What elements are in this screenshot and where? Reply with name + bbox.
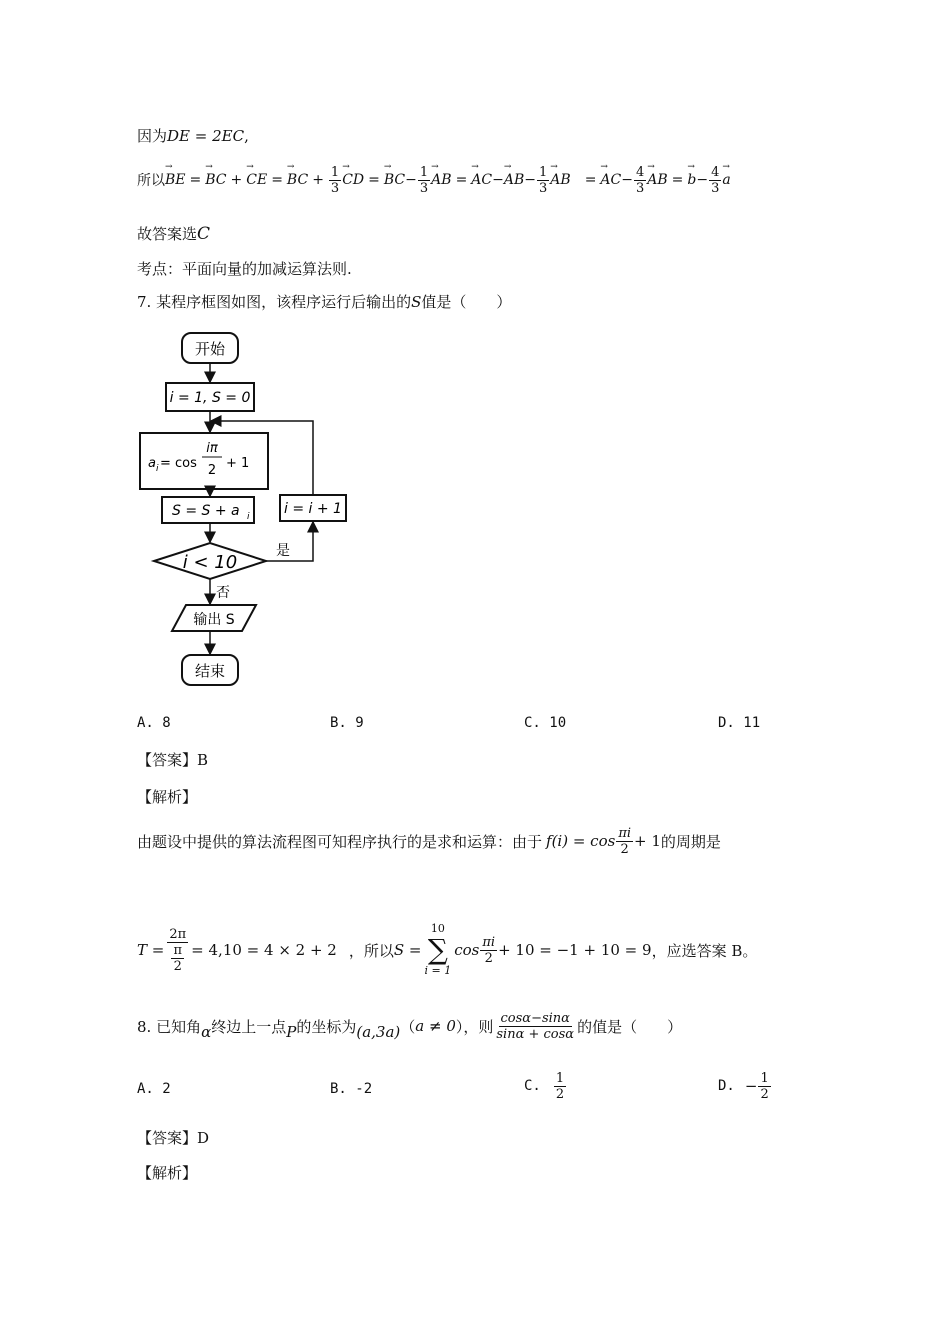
- eq-sign: =: [368, 172, 380, 188]
- q8-coord: (a,3a): [356, 1023, 401, 1041]
- q7-stem-pre: 7. 某程序框图如图，该程序运行后输出的: [137, 293, 412, 311]
- frac-den: 2: [555, 1086, 565, 1102]
- frac-num: 1: [760, 1070, 769, 1086]
- q8-ratio: [494, 1011, 576, 1042]
- q8-stem-mid2: 的坐标为: [296, 1017, 357, 1036]
- opt-c-label: C.: [524, 1078, 541, 1094]
- end-label: 结束: [194, 662, 226, 680]
- fraction-one-third: [418, 165, 430, 196]
- q7-option-d: D. 11: [718, 715, 761, 731]
- period-den-num: π: [173, 942, 183, 958]
- vector-derivation: [137, 160, 731, 200]
- q8-option-a: A. 2: [137, 1081, 171, 1097]
- assign-tail: + 1: [226, 456, 250, 471]
- frac-den: 3: [635, 180, 645, 196]
- minus-sign: −: [621, 172, 633, 188]
- summation: [425, 923, 452, 977]
- frac-den: 2: [620, 841, 629, 857]
- answer-choice-line: [137, 224, 210, 244]
- opt-c-fraction: [554, 1071, 566, 1102]
- analysis-fi: f(i) = cos: [546, 832, 616, 850]
- vec-bc: → BC: [205, 172, 226, 188]
- sigma-icon: ∑: [427, 933, 448, 966]
- yes-label: 是: [276, 543, 290, 559]
- vec-ab: → AB: [647, 172, 667, 188]
- q8-answer: 【答案】D: [137, 1129, 210, 1147]
- q7-option-b: B. 9: [330, 715, 364, 731]
- answer-choice-text: 故答案选: [137, 225, 198, 243]
- frac-den: 3: [539, 180, 548, 196]
- period-den: [169, 943, 186, 974]
- period-rest: = 4,10 = 4 × 2 + 2: [191, 941, 337, 959]
- answer-choice-var: C: [197, 224, 211, 244]
- ratio-num: cosα−sinα: [500, 1010, 570, 1026]
- vec-ab: → AB: [550, 172, 570, 188]
- vec-ab: → AB: [431, 172, 451, 188]
- analysis-plus-one: + 1: [634, 832, 661, 850]
- minus-sign: −: [696, 172, 709, 188]
- analysis-fraction: [616, 826, 633, 857]
- analysis-text-2: 的周期是: [660, 832, 721, 851]
- vec-bc: → BC: [287, 172, 308, 188]
- eq-sign: =: [671, 172, 684, 188]
- derivation-prefix: 所以: [137, 173, 165, 189]
- q8-option-b: B. -2: [330, 1081, 373, 1097]
- given-prefix: 因为: [137, 127, 168, 145]
- program-flowchart: [130, 325, 370, 695]
- assign-sub: i: [156, 464, 159, 474]
- given-equation: DE = 2EC: [167, 127, 245, 145]
- increment-label: i = i + 1: [284, 501, 342, 517]
- frac-den: 3: [419, 180, 429, 196]
- vec-ac: → AC: [471, 172, 492, 188]
- no-label: 否: [216, 585, 230, 601]
- sum-top: 10: [430, 922, 445, 935]
- frac-num: 1: [539, 164, 548, 180]
- vec-ce: → CE: [246, 172, 267, 188]
- question-8-stem: [137, 1004, 682, 1048]
- given-condition: [137, 126, 249, 146]
- frac-num: 1: [419, 164, 429, 180]
- frac-num: πi: [618, 825, 632, 841]
- fraction-one-third: [329, 165, 341, 196]
- sum-sub: i: [247, 512, 250, 522]
- q8-cond-open: （: [400, 1017, 416, 1036]
- assign-frac-den: 2: [207, 463, 217, 478]
- so-s: S =: [393, 941, 422, 959]
- period-den-den: 2: [173, 958, 182, 974]
- analysis-text-1: 由题设中提供的算法流程图可知程序执行的是求和运算：由于: [137, 832, 543, 851]
- vec-ab: → AB: [504, 172, 524, 188]
- q7-answer: 【答案】B: [137, 751, 209, 769]
- vec-bc: → BC: [384, 172, 405, 188]
- ratio-den: sinα + cosα: [496, 1026, 575, 1042]
- frac-den: 3: [330, 180, 340, 196]
- minus-sign: −: [524, 172, 536, 188]
- sum-label: S = S + a: [172, 503, 240, 519]
- plus-sign: +: [312, 172, 324, 188]
- fraction-one-third: [537, 165, 549, 196]
- q8-option-d: [718, 1064, 772, 1108]
- assign-lhs: a: [148, 456, 156, 471]
- sum-rest: + 10 = −1 + 10 = 9: [498, 941, 652, 959]
- vec-a: → a: [722, 172, 730, 188]
- opt-d-fraction: [758, 1071, 770, 1102]
- plus-sign: +: [230, 172, 243, 188]
- frac-den: 3: [711, 180, 720, 196]
- condition-label: i < 10: [182, 552, 238, 573]
- frac-num: 4: [635, 164, 645, 180]
- q7-stem-var: S: [411, 293, 422, 311]
- vec-be: → BE: [165, 172, 186, 188]
- q8-p: P: [286, 1023, 297, 1041]
- fraction-four-thirds: [634, 165, 646, 196]
- eq-sign: =: [455, 172, 468, 188]
- q7-analysis-line-2: [137, 918, 757, 982]
- q8-stem-post: 的值是（ ）: [577, 1017, 683, 1036]
- q8-option-c: [524, 1064, 567, 1108]
- init-label: i = 1, S = 0: [169, 390, 251, 406]
- frac-num: 1: [555, 1070, 565, 1086]
- q7-analysis-line-1: [137, 818, 721, 864]
- frac-num: 4: [711, 164, 720, 180]
- opt-d-sign: −: [744, 1077, 758, 1095]
- analysis-end-text: ，应选答案 B。: [651, 941, 758, 960]
- question-7-stem: [137, 292, 511, 312]
- q8-cond-close: ），则: [455, 1017, 494, 1036]
- sum-fraction: [480, 935, 497, 966]
- period-t: T =: [137, 941, 165, 959]
- assign-frac-num: iπ: [206, 441, 218, 456]
- q8-cond: a ≠ 0: [415, 1017, 456, 1035]
- frac-den: 2: [760, 1086, 769, 1102]
- vec-ac: → AC: [600, 172, 621, 188]
- fraction-four-thirds: [709, 165, 721, 196]
- vec-cd: → CD: [342, 172, 364, 188]
- q8-alpha: α: [201, 1023, 212, 1041]
- start-label: 开始: [194, 340, 226, 358]
- output-label: 输出 S: [193, 612, 235, 628]
- q8-stem-pre: 8. 已知角: [137, 1017, 202, 1036]
- eq-sign: =: [271, 172, 283, 188]
- q7-analysis-label: 【解析】: [137, 788, 198, 806]
- q8-analysis-label: 【解析】: [137, 1164, 198, 1182]
- q7-option-c: C. 10: [524, 715, 567, 731]
- assign-eq: = cos: [160, 456, 197, 471]
- vec-b: → b: [687, 172, 696, 188]
- opt-d-label: D.: [718, 1078, 735, 1094]
- so-text: ，所以: [348, 941, 394, 960]
- period-fraction: [167, 927, 188, 974]
- minus-sign: −: [492, 172, 504, 188]
- frac-num: πi: [482, 934, 496, 950]
- sum-bottom: i = 1: [424, 964, 452, 977]
- frac-num: 1: [330, 164, 340, 180]
- period-num: 2π: [169, 926, 187, 942]
- eq-sign: =: [189, 172, 202, 188]
- q7-option-a: A. 8: [137, 715, 171, 731]
- minus-sign: −: [405, 172, 417, 188]
- given-suffix: ,: [244, 127, 249, 145]
- sum-cos: cos: [454, 941, 480, 959]
- eq-sign: =: [584, 172, 597, 188]
- q8-stem-mid: 终边上一点: [211, 1017, 287, 1036]
- knowledge-point: 考点：平面向量的加减运算法则.: [137, 260, 352, 278]
- q7-stem-post: 值是（ ）: [421, 293, 512, 311]
- frac-den: 2: [484, 950, 493, 966]
